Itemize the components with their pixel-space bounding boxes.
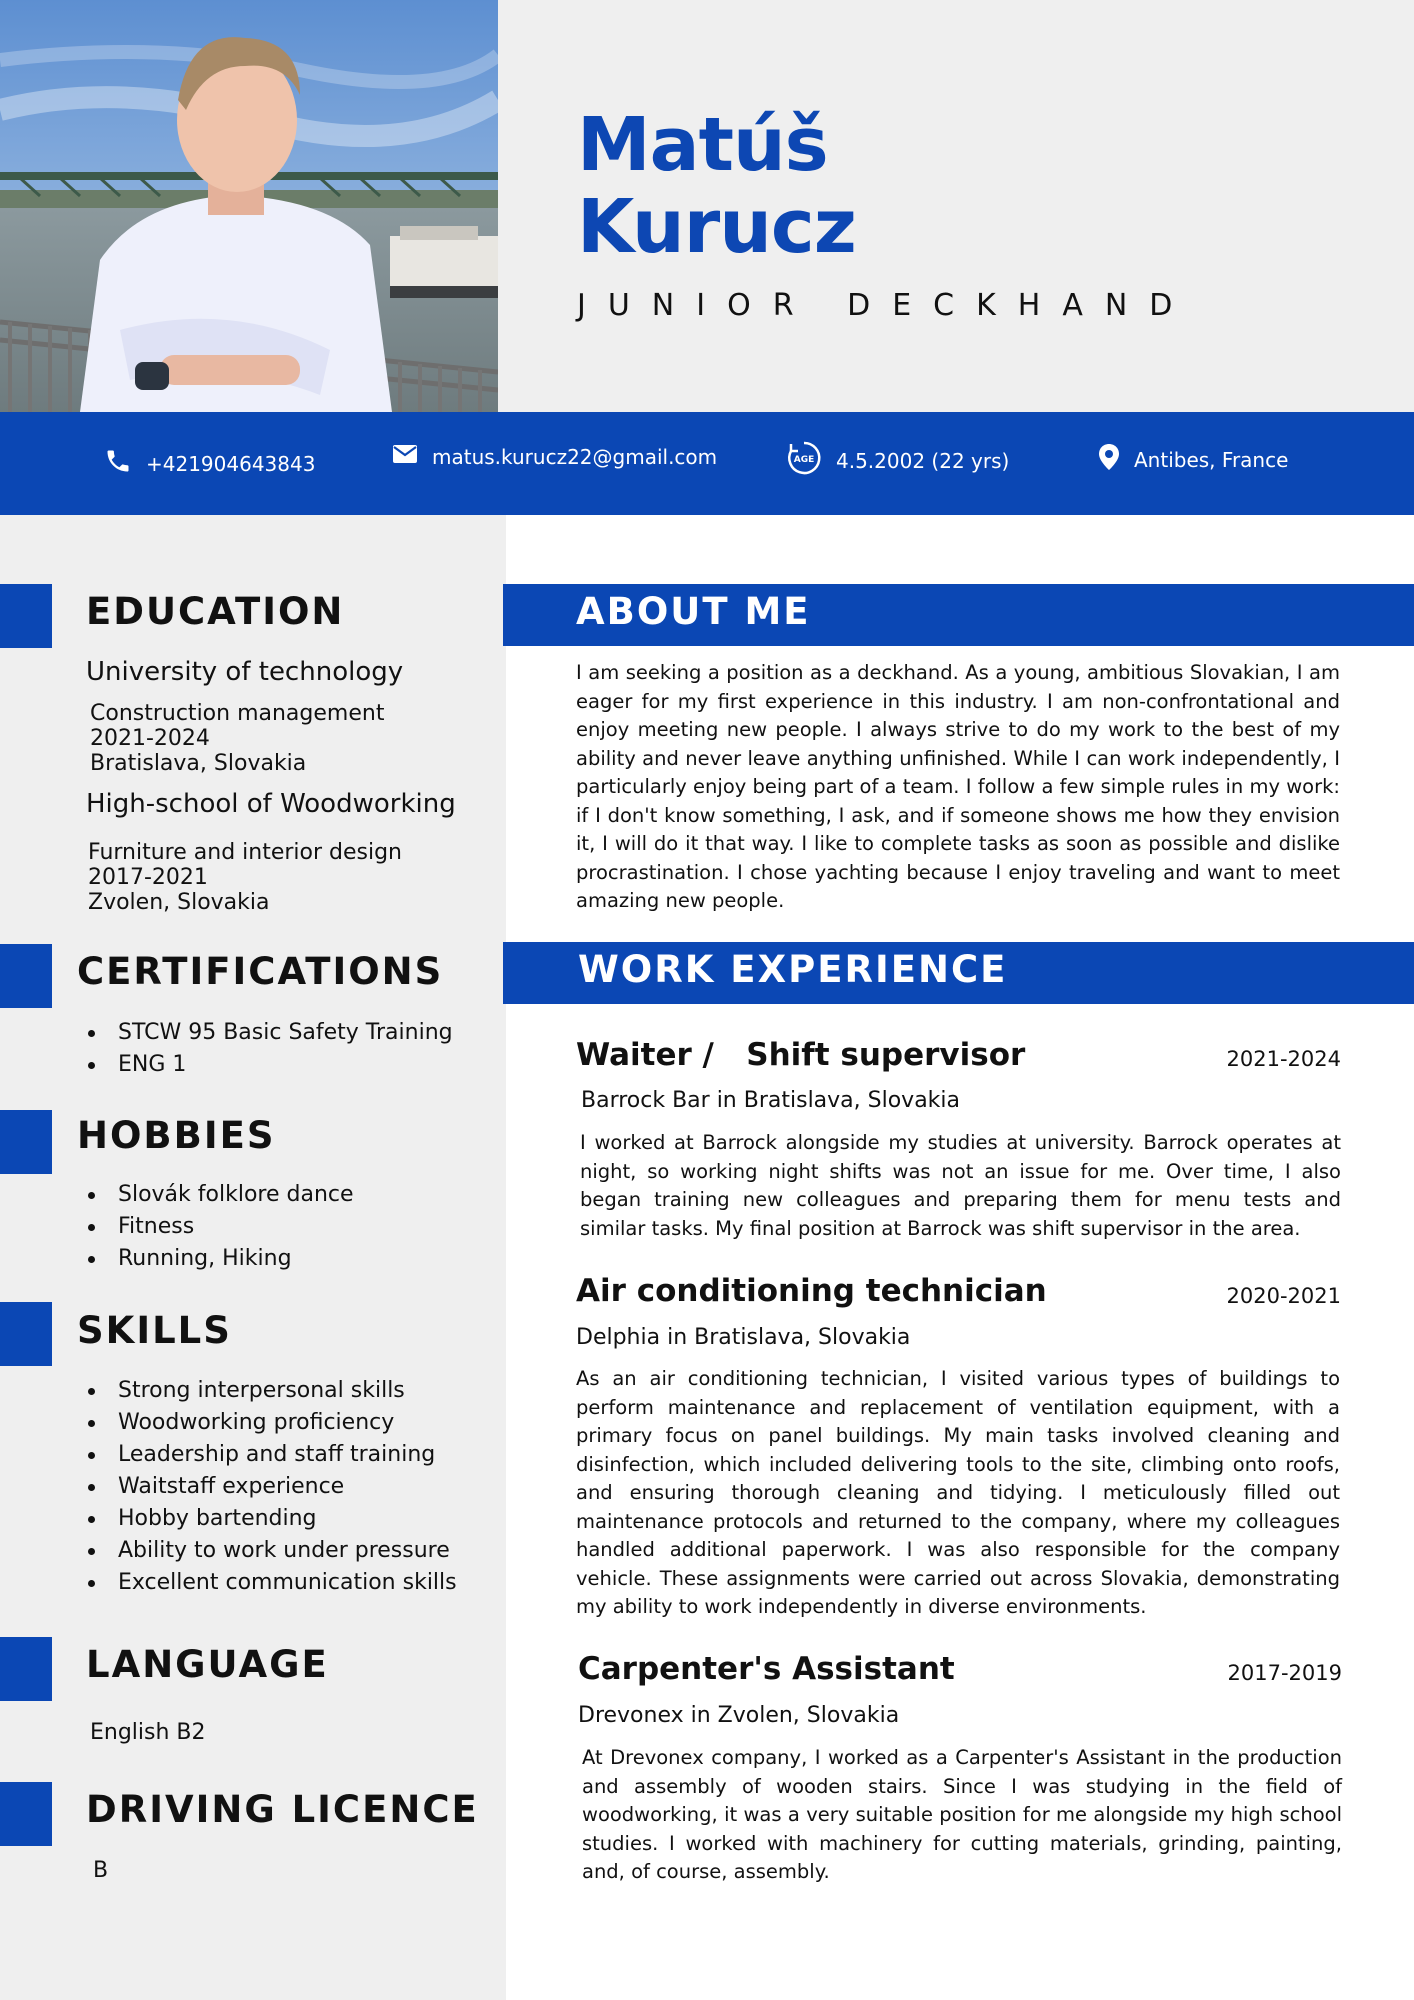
section-marker bbox=[0, 1782, 52, 1846]
driving-licence-title: DRIVING LICENCE bbox=[86, 1788, 479, 1831]
list-item: Slovák folklore dance bbox=[86, 1179, 354, 1211]
job-title: Waiter / Shift supervisor bbox=[576, 1037, 1026, 1073]
job-years: 2017-2019 bbox=[1227, 1661, 1342, 1685]
about-title: ABOUT ME bbox=[576, 590, 811, 633]
list-item: Strong interpersonal skills bbox=[86, 1375, 457, 1407]
job-title: Carpenter's Assistant bbox=[578, 1651, 955, 1687]
age-icon bbox=[786, 440, 836, 481]
contact-email bbox=[392, 443, 717, 470]
education-years: 2017-2021 bbox=[88, 865, 208, 890]
list-item: Woodworking proficiency bbox=[86, 1407, 457, 1439]
location-text: Antibes, France bbox=[1134, 447, 1289, 472]
list-item: Leadership and staff training bbox=[86, 1439, 457, 1471]
contact-birth bbox=[786, 440, 1009, 481]
list-item: ENG 1 bbox=[86, 1049, 453, 1081]
profile-photo bbox=[0, 0, 498, 412]
job-place: Drevonex in Zvolen, Slovakia bbox=[578, 1703, 900, 1728]
education-school: High-school of Woodworking bbox=[86, 789, 456, 819]
job-place: Barrock Bar in Bratislava, Slovakia bbox=[581, 1088, 961, 1113]
section-marker bbox=[0, 1302, 52, 1366]
certifications-title: CERTIFICATIONS bbox=[77, 950, 444, 993]
education-title: EDUCATION bbox=[86, 590, 345, 633]
work-experience-title: WORK EXPERIENCE bbox=[578, 948, 1008, 991]
contact-phone bbox=[104, 446, 315, 481]
mail-icon bbox=[392, 443, 432, 470]
education-program: Construction management bbox=[90, 701, 385, 726]
candidate-name: Matúš Kurucz bbox=[577, 102, 856, 270]
list-item: Hobby bartending bbox=[86, 1503, 457, 1535]
skills-title: SKILLS bbox=[77, 1309, 232, 1352]
phone-icon bbox=[104, 446, 146, 481]
list-item: Running, Hiking bbox=[86, 1243, 354, 1275]
list-item: STCW 95 Basic Safety Training bbox=[86, 1017, 453, 1049]
education-details bbox=[90, 701, 384, 776]
job-description: As an air conditioning technician, I visited various types of buildings to perform maintenance and replacement of ventilation equipment, with a primary focus on panel buildings. My main tasks involved cleaning and disinfection, which included delivering tools to the site, climbing onto roofs, and ensuring thorough cleaning and tidying. I meticulously filled out maintenance protocols and returned to the company, where my colleagues handled additional paperwork. I was also responsible for the company vehicle. These assignments were carried out across Slovakia, demonstrating my ability to work independently in diverse environments. bbox=[576, 1367, 1340, 1618]
section-marker bbox=[0, 584, 52, 648]
job-years: 2020-2021 bbox=[1226, 1284, 1341, 1308]
job-description: At Drevonex company, I worked as a Carpenter's Assistant in the production and assembly of wooden stairs. Since I was studying in the field of woodworking, it was a very suitable position for me alongside my high school studies. I worked with machinery for cutting materials, grinding, painting, and, of course, assembly. bbox=[582, 1746, 1342, 1883]
education-school: University of technology bbox=[86, 657, 404, 687]
birth-date: 4.5.2002 (22 yrs) bbox=[836, 448, 1010, 473]
section-marker bbox=[0, 1637, 52, 1701]
job-years: 2021-2024 bbox=[1226, 1047, 1341, 1071]
location-pin-icon bbox=[1098, 443, 1134, 476]
job-title: Air conditioning technician bbox=[576, 1273, 1047, 1309]
education-program: Furniture and interior design bbox=[88, 840, 403, 865]
list-item: Ability to work under pressure bbox=[86, 1535, 457, 1567]
driving-licence-value: B bbox=[93, 1858, 109, 1883]
job-description: I worked at Barrock alongside my studies at university. Barrock operates at night, so working night shifts was not an issue for me. Over time, I also began training new colleagues and preparing them for menu tests and similar tasks. My final position at Barrock was shift supervisor in the area. bbox=[580, 1131, 1341, 1240]
list-item: Waitstaff experience bbox=[86, 1471, 457, 1503]
language-value: English B2 bbox=[90, 1720, 206, 1745]
svg-text:AGE: AGE bbox=[793, 455, 815, 465]
contact-location bbox=[1098, 443, 1288, 476]
education-location: Zvolen, Slovakia bbox=[88, 890, 270, 915]
job-title: JUNIOR DECKHAND bbox=[577, 288, 1195, 323]
email-address: matus.kurucz22@gmail.com bbox=[432, 444, 718, 469]
education-location: Bratislava, Slovakia bbox=[90, 751, 307, 776]
section-marker bbox=[0, 1110, 52, 1174]
section-marker bbox=[0, 944, 52, 1008]
education-details bbox=[88, 840, 402, 915]
list-item: Excellent communication skills bbox=[86, 1567, 457, 1599]
list-item: Fitness bbox=[86, 1211, 354, 1243]
hobbies-title: HOBBIES bbox=[77, 1114, 276, 1157]
phone-number: +421904643843 bbox=[146, 451, 316, 476]
job-place: Delphia in Bratislava, Slovakia bbox=[576, 1325, 911, 1350]
language-title: LANGUAGE bbox=[86, 1643, 329, 1686]
education-years: 2021-2024 bbox=[90, 726, 210, 751]
skills-list bbox=[86, 1375, 457, 1599]
about-text: I am seeking a position as a deckhand. As a young, ambitious Slovakian, I am eager for my first experience in this industry. I am non-confrontational and enjoy meeting new people. I always strive to do my work to the best of my ability and never leave anything unfinished. While I can work independently, I particularly enjoy being part of a team. I follow a few simple rules in my work: if I don't know something, I ask, and if someone shows me how they envision it, I will do it that way. I like to complete tasks as soon as possible and dislike procrastination. I chose yachting because I enjoy traveling and want to meet amazing new people. bbox=[576, 661, 1340, 912]
hobbies-list bbox=[86, 1179, 354, 1275]
certifications-list bbox=[86, 1017, 453, 1081]
